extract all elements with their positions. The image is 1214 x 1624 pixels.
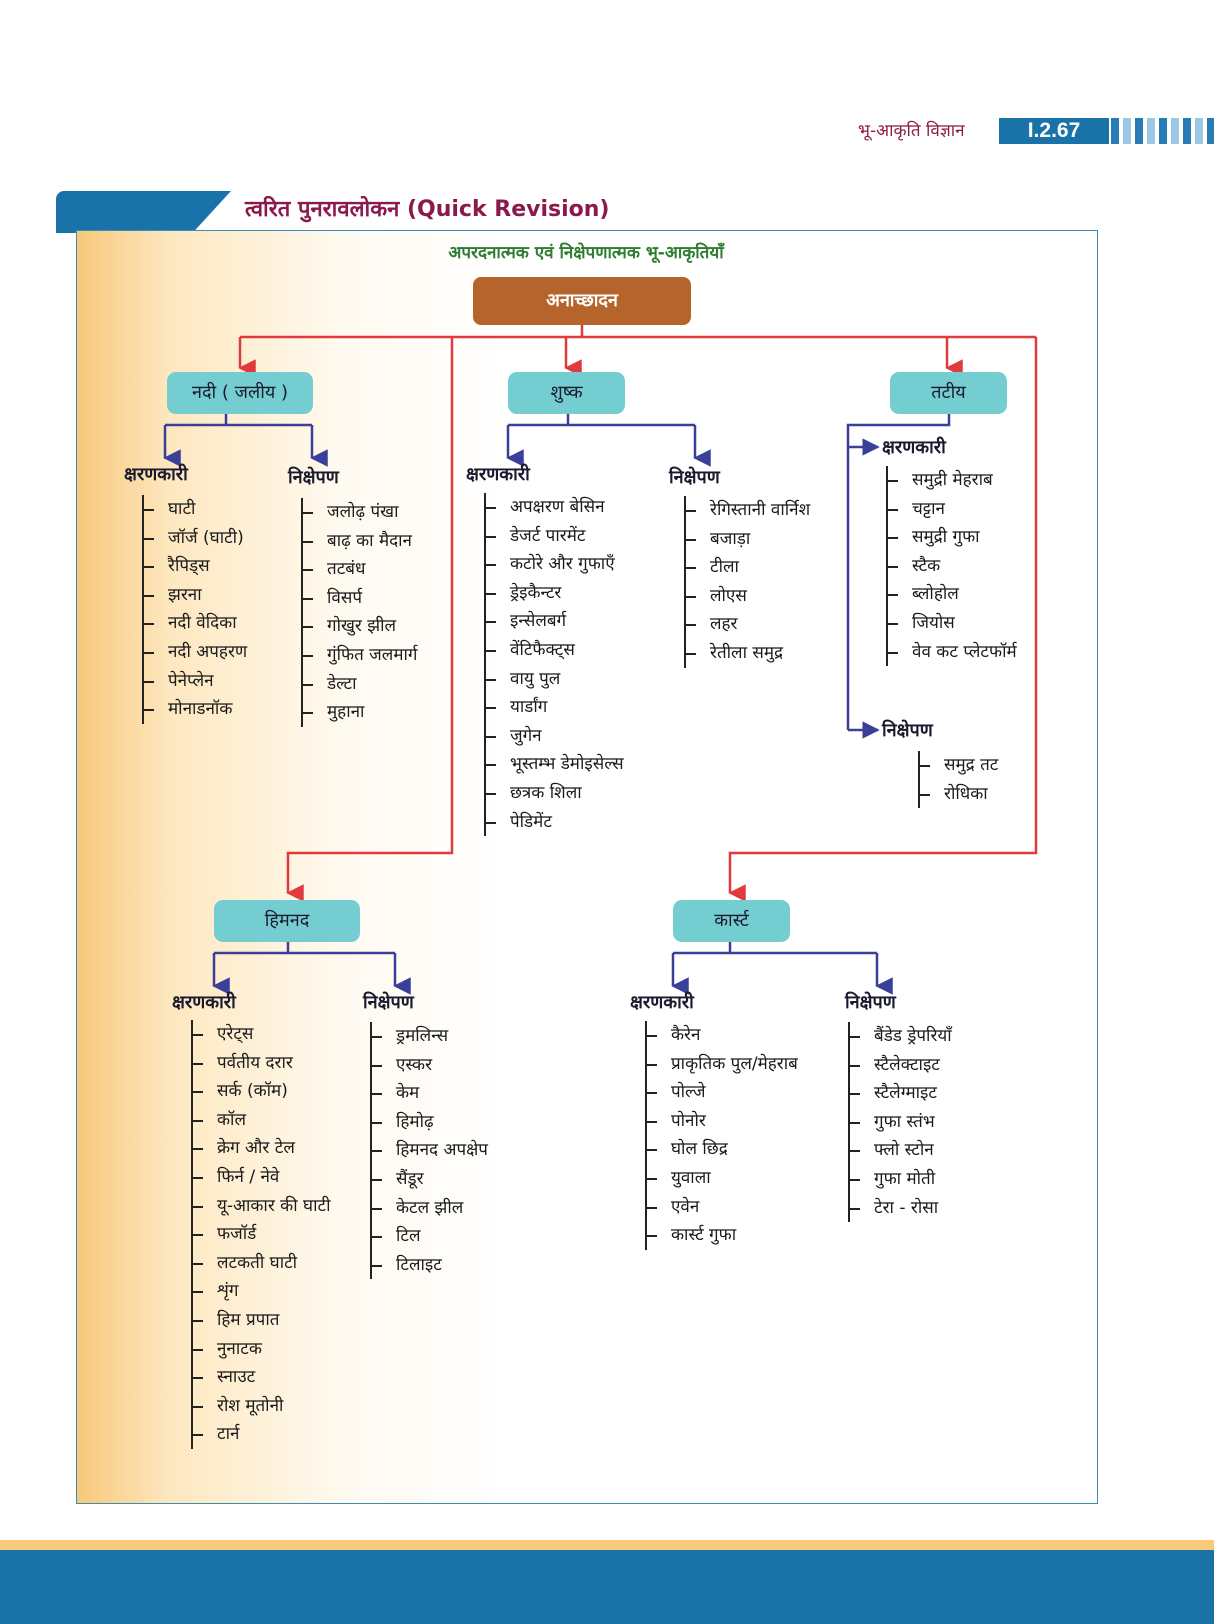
karst-erosional-heading: क्षरणकारी xyxy=(630,992,694,1013)
list-item: विसर्प xyxy=(303,584,417,613)
page-title: त्वरित पुनरावलोकन (Quick Revision) xyxy=(245,197,610,222)
tatiya-depositional-list xyxy=(918,751,998,808)
shushk-depositional-heading: निक्षेपण xyxy=(669,467,720,488)
list-item: केटल झील xyxy=(372,1194,488,1223)
list-item: हिम प्रपात xyxy=(193,1306,330,1335)
karst-erosional-list xyxy=(645,1021,798,1250)
list-item: कॉल xyxy=(193,1106,330,1135)
list-item: गोखुर झील xyxy=(303,612,417,641)
list-item: पोनोर xyxy=(647,1107,798,1136)
list-item: पेडिमेंट xyxy=(486,808,624,837)
nadi-erosional-list xyxy=(142,495,247,724)
list-item: घोल छिद्र xyxy=(647,1135,798,1164)
category-tatiya: तटीय xyxy=(890,372,1007,414)
list-item: ड्रेइकैन्टर xyxy=(486,579,624,608)
list-item: सर्क (कॉम) xyxy=(193,1077,330,1106)
list-item: हिमनद अपक्षेप xyxy=(372,1136,488,1165)
shushk-erosional-list xyxy=(484,493,624,836)
list-item: गुफा मोती xyxy=(850,1165,952,1194)
section-header: भू-आकृति विज्ञान xyxy=(858,121,965,141)
list-item: वेंटिफैक्ट्स xyxy=(486,636,624,665)
nadi-depositional-heading: निक्षेपण xyxy=(288,467,339,488)
list-item: बाढ़ का मैदान xyxy=(303,527,417,556)
footer-accent-strip xyxy=(0,1540,1214,1550)
category-himnad: हिमनद xyxy=(214,900,360,942)
list-item: इन्सेलबर्ग xyxy=(486,607,624,636)
list-item: डेजर्ट पारमेंट xyxy=(486,522,624,551)
list-item: रेगिस्तानी वार्निश xyxy=(686,496,810,525)
list-item: मोनाडनॉक xyxy=(144,695,247,724)
list-item: लोएस xyxy=(686,582,810,611)
list-item: गुंफित जलमार्ग xyxy=(303,641,417,670)
list-item: टीला xyxy=(686,553,810,582)
list-item: प्राकृतिक पुल/मेहराब xyxy=(647,1050,798,1079)
list-item: टिल xyxy=(372,1222,488,1251)
tatiya-erosional-heading: क्षरणकारी xyxy=(882,437,946,458)
list-item: युवाला xyxy=(647,1164,798,1193)
list-item: लहर xyxy=(686,610,810,639)
himnad-erosional-heading: क्षरणकारी xyxy=(172,992,236,1013)
list-item: झरना xyxy=(144,581,247,610)
diagram-title: अपरदनात्मक एवं निक्षेपणात्मक भू-आकृतियाँ xyxy=(448,243,724,263)
list-item: एरेट्स xyxy=(193,1020,330,1049)
list-item: डेल्टा xyxy=(303,670,417,699)
karst-depositional-list xyxy=(848,1022,952,1222)
list-item: तटबंध xyxy=(303,555,417,584)
shushk-depositional-list xyxy=(684,496,810,668)
list-item: समुद्री गुफा xyxy=(888,523,1017,552)
list-item: जियोस xyxy=(888,609,1017,638)
category-shushk: शुष्क xyxy=(508,372,625,414)
list-item: पर्वतीय दरार xyxy=(193,1049,330,1078)
nadi-depositional-list xyxy=(301,498,417,727)
list-item: ब्लोहोल xyxy=(888,580,1017,609)
list-item: टार्न xyxy=(193,1420,330,1449)
list-item: रेतीला समुद्र xyxy=(686,639,810,668)
list-item: टिलाइट xyxy=(372,1251,488,1280)
list-item: वेव कट प्लेटफॉर्म xyxy=(888,638,1017,667)
list-item: पेनेप्लेन xyxy=(144,667,247,696)
root-node-anachhadan: अनाच्छादन xyxy=(473,277,691,325)
list-item: रोश मूतोनी xyxy=(193,1392,330,1421)
list-item: नुनाटक xyxy=(193,1335,330,1364)
list-item: पोल्जे xyxy=(647,1078,798,1107)
list-item: वायु पुल xyxy=(486,665,624,694)
list-item: फ्लो स्टोन xyxy=(850,1136,952,1165)
himnad-depositional-heading: निक्षेपण xyxy=(363,992,414,1013)
list-item: स्टैलेग्माइट xyxy=(850,1079,952,1108)
list-item: कटोरे और गुफाएँ xyxy=(486,550,624,579)
page-number: I.2.67 xyxy=(999,118,1109,144)
list-item: यार्डांग xyxy=(486,693,624,722)
list-item: रोधिका xyxy=(920,780,998,809)
list-item: स्टैक xyxy=(888,552,1017,581)
list-item: जुगेन xyxy=(486,722,624,751)
list-item: जलोढ़ पंखा xyxy=(303,498,417,527)
list-item: नदी वेदिका xyxy=(144,609,247,638)
category-nadi: नदी ( जलीय ) xyxy=(167,372,313,414)
list-item: केम xyxy=(372,1079,488,1108)
list-item: चट्टान xyxy=(888,495,1017,524)
list-item: हिमोढ़ xyxy=(372,1108,488,1137)
list-item: कार्स्ट गुफा xyxy=(647,1221,798,1250)
list-item: बजाड़ा xyxy=(686,525,810,554)
himnad-erosional-list xyxy=(191,1020,330,1449)
himnad-depositional-list xyxy=(370,1022,488,1279)
list-item: स्टैलेक्टाइट xyxy=(850,1051,952,1080)
tatiya-depositional-heading: निक्षेपण xyxy=(882,720,933,741)
list-item: टेरा - रोसा xyxy=(850,1194,952,1223)
footer-bar xyxy=(0,1550,1214,1624)
list-item: रैपिड्स xyxy=(144,552,247,581)
list-item: समुद्र तट xyxy=(920,751,998,780)
list-item: गुफा स्तंभ xyxy=(850,1108,952,1137)
list-item: सैंडूर xyxy=(372,1165,488,1194)
karst-depositional-heading: निक्षेपण xyxy=(845,992,896,1013)
list-item: अपक्षरण बेसिन xyxy=(486,493,624,522)
list-item: स्नाउट xyxy=(193,1363,330,1392)
list-item: नदी अपहरण xyxy=(144,638,247,667)
list-item: फिर्न / नेवे xyxy=(193,1163,330,1192)
list-item: ड्रमलिन्स xyxy=(372,1022,488,1051)
list-item: समुद्री मेहराब xyxy=(888,466,1017,495)
list-item: मुहाना xyxy=(303,698,417,727)
list-item: एस्कर xyxy=(372,1051,488,1080)
nadi-erosional-heading: क्षरणकारी xyxy=(124,464,188,485)
list-item: क्रेग और टेल xyxy=(193,1134,330,1163)
list-item: फजॉर्ड xyxy=(193,1220,330,1249)
list-item: एवेन xyxy=(647,1193,798,1222)
list-item: लटकती घाटी xyxy=(193,1249,330,1278)
shushk-erosional-heading: क्षरणकारी xyxy=(466,464,530,485)
category-karst: कार्स्ट xyxy=(673,900,790,942)
tatiya-erosional-list xyxy=(886,466,1017,666)
list-item: शृंग xyxy=(193,1277,330,1306)
list-item: कैरेन xyxy=(647,1021,798,1050)
list-item: बैंडेड ड्रेपरियाँ xyxy=(850,1022,952,1051)
list-item: भूस्तम्भ डेमोइसेल्स xyxy=(486,750,624,779)
list-item: जॉर्ज (घाटी) xyxy=(144,524,247,553)
list-item: घाटी xyxy=(144,495,247,524)
list-item: छत्रक शिला xyxy=(486,779,624,808)
list-item: यू-आकार की घाटी xyxy=(193,1192,330,1221)
